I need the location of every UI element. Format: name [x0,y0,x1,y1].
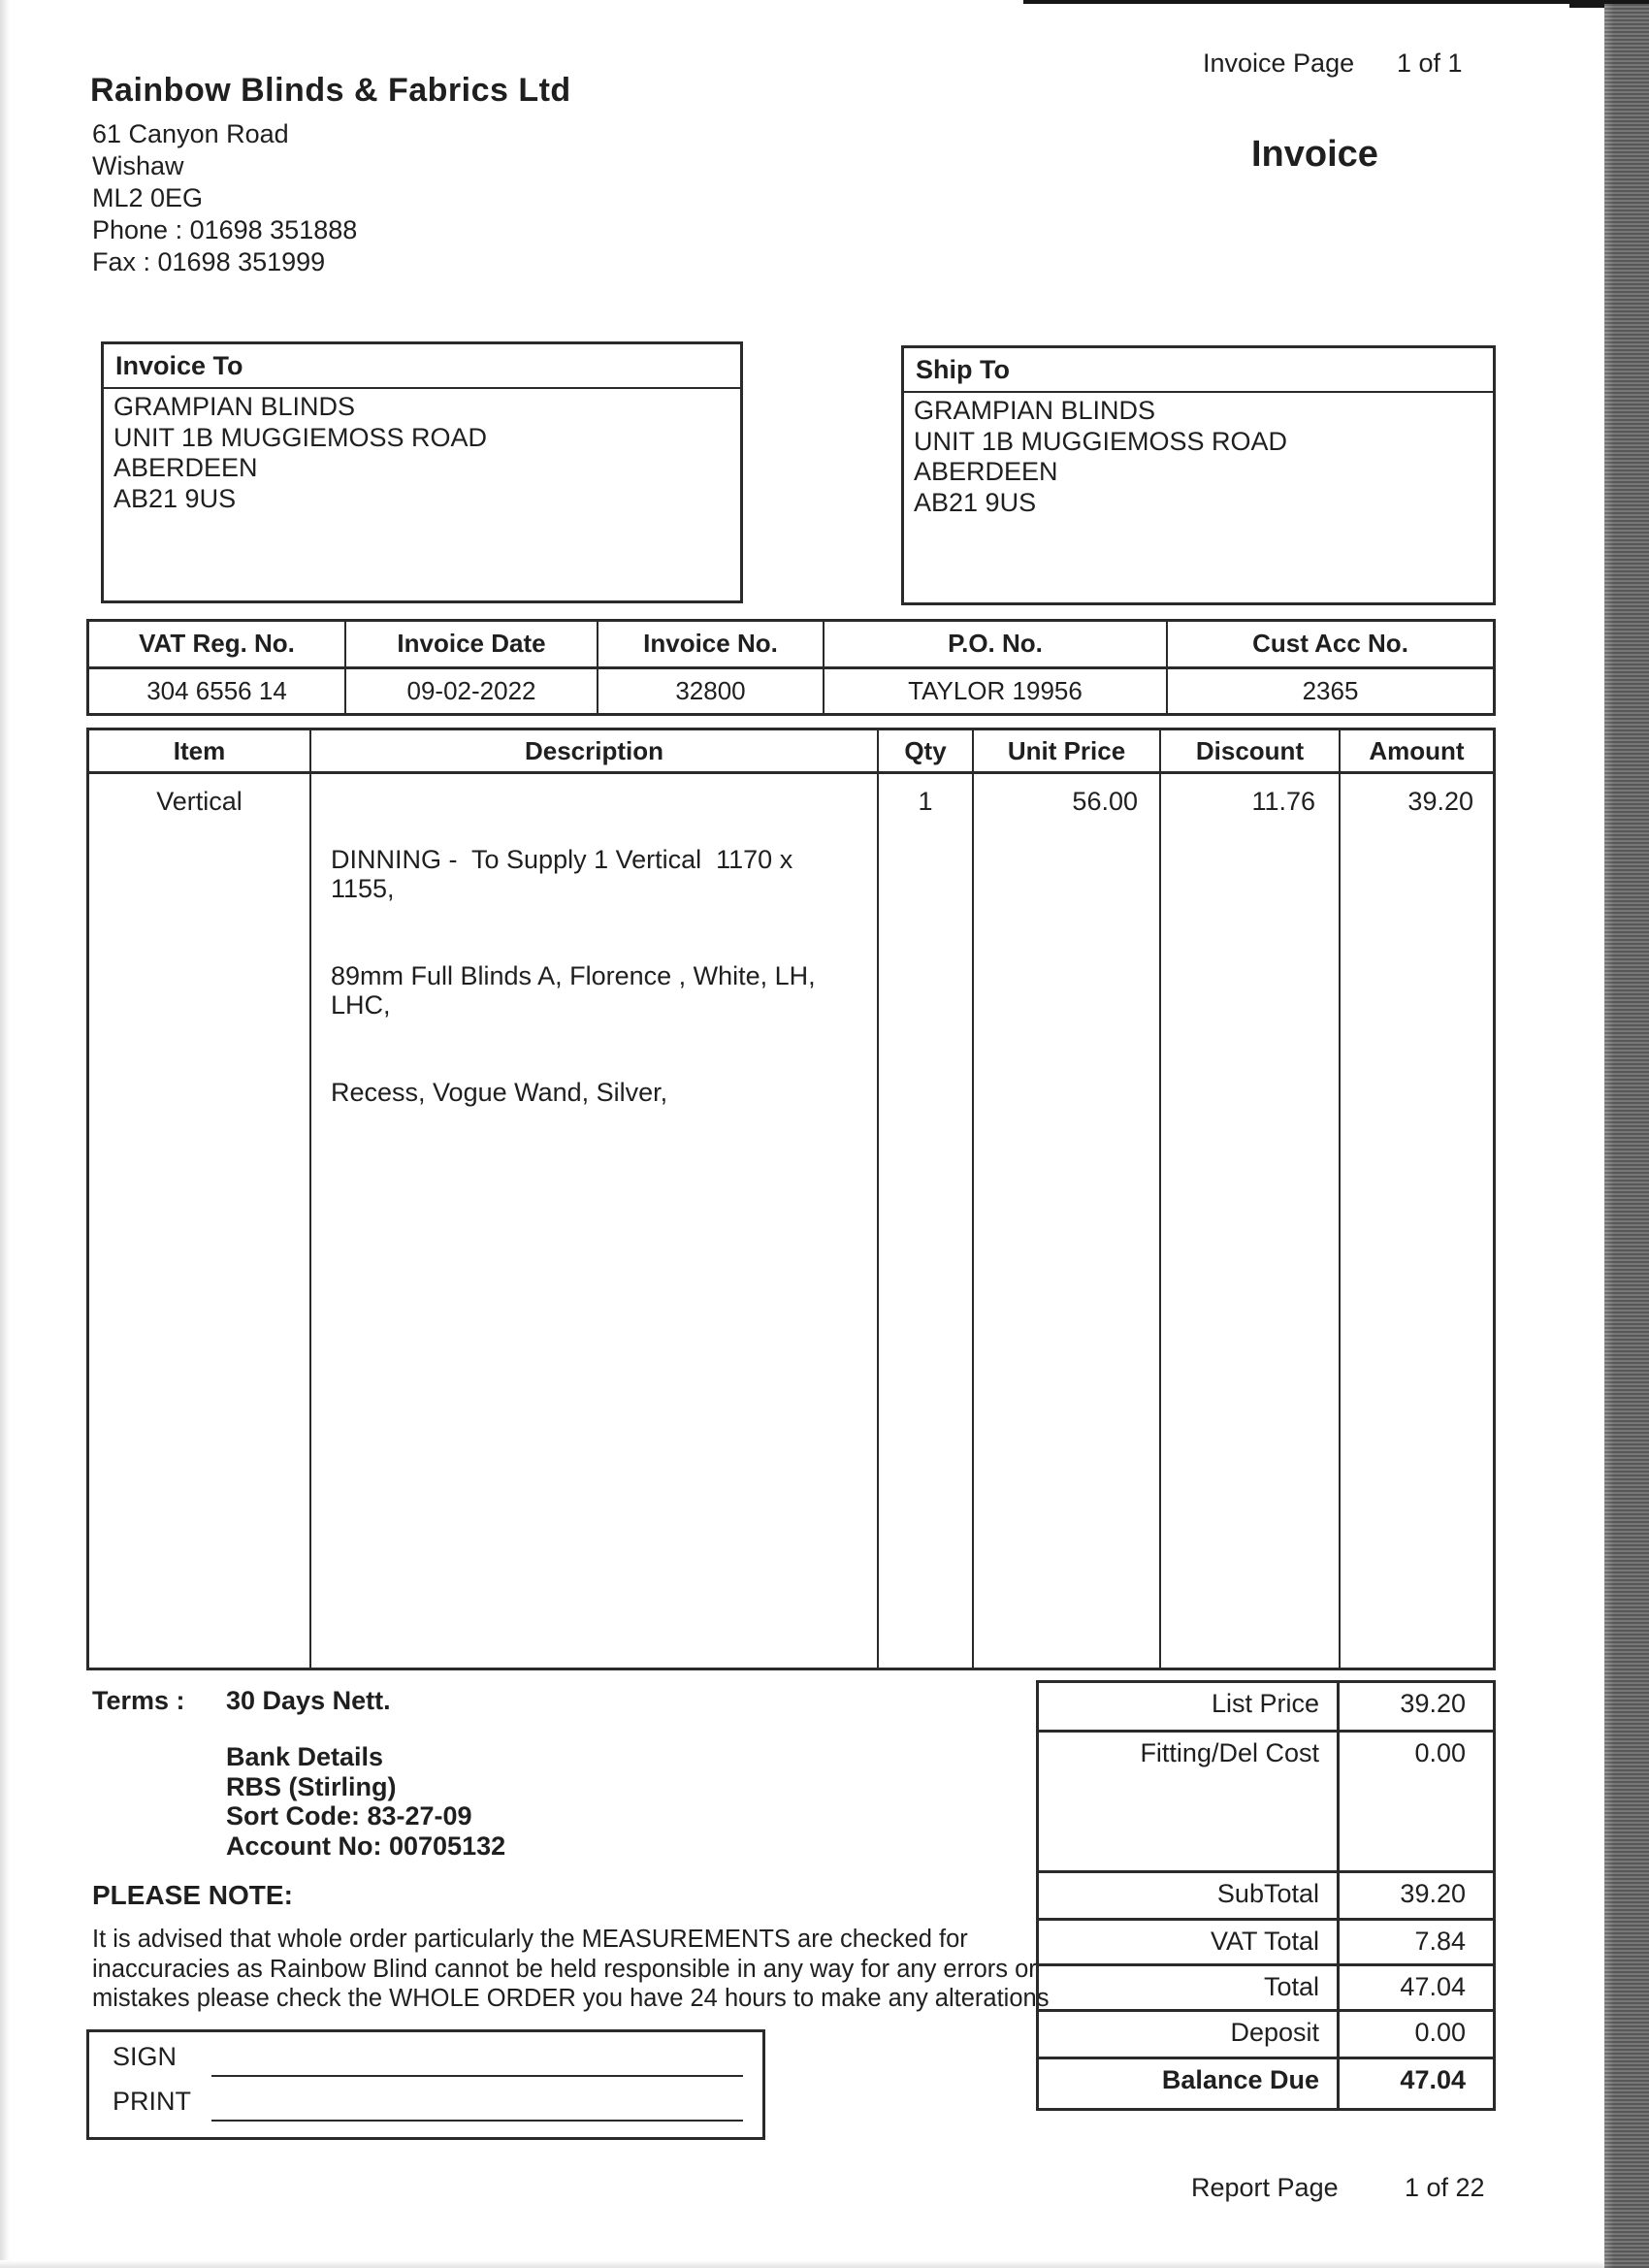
terms-label: Terms : [92,1686,185,1715]
line-item-unit-price: 56.00 [974,774,1161,1668]
line-item-qty: 1 [879,774,974,1668]
please-note-heading: PLEASE NOTE: [92,1880,293,1910]
description-line: 89mm Full Blinds A, Florence , White, LH, LHC, [331,961,824,1020]
total-row [1039,1963,1493,2009]
company-address [92,118,357,278]
company-phone: Phone : 01698 351888 [92,215,358,244]
please-note-text [92,1925,1049,2014]
subtotal-value: 39.20 [1400,1879,1466,1908]
invoice-to-line: UNIT 1B MUGGIEMOSS ROAD [113,422,488,452]
info-table-value-row [89,669,1493,714]
document-title: Invoice [1251,134,1378,175]
ship-to-line: AB21 9US [914,487,1037,517]
company-address-line: ML2 0EG [92,183,204,212]
fitting-del-cost-row [1039,1730,1493,1870]
bank-sort-code: Sort Code: 83-27-09 [226,1801,472,1831]
ship-to-address [904,393,1493,521]
scan-bottom-edge-shadow [0,2260,1649,2268]
ship-to-line: GRAMPIAN BLINDS [914,396,1156,425]
fitting-del-cost-value: 0.00 [1414,1738,1466,1767]
scan-left-edge-shadow [0,0,10,2268]
signature-box [86,2029,765,2140]
note-line: It is advised that whole order particularly the MEASUREMENTS are checked for [92,1926,968,1953]
ship-to-heading: Ship To [904,348,1493,393]
bank-details-heading: Bank Details [226,1742,384,1771]
line-item-row [89,774,1493,1668]
invoice-no-value: 32800 [598,669,824,714]
deposit-value: 0.00 [1414,2018,1466,2047]
subtotal-row [1039,1870,1493,1918]
print-line [211,2120,743,2122]
description-line: Recess, Vogue Wand, Silver, [331,1078,668,1107]
print-label: PRINT [113,2087,191,2116]
invoice-no-header: Invoice No. [598,622,824,666]
balance-due-value: 47.04 [1400,2065,1466,2094]
line-item-description [311,774,879,1668]
subtotal-label: SubTotal [1039,1873,1340,1918]
line-item-amount: 39.20 [1407,787,1473,816]
invoice-date-header: Invoice Date [346,622,598,666]
invoice-page-label: Invoice Page [1203,49,1355,78]
line-item-name: Vertical [89,774,311,1668]
invoice-to-line: ABERDEEN [113,453,258,482]
vat-total-row [1039,1918,1493,1963]
item-column-header: Item [89,730,311,771]
deposit-row [1039,2009,1493,2057]
bank-name: RBS (Stirling) [226,1771,397,1801]
unit-price-column-header: Unit Price [974,730,1161,771]
sign-label: SIGN [113,2042,178,2071]
line-items-table [86,728,1496,1670]
company-address-line: 61 Canyon Road [92,119,289,148]
sign-line [211,2075,743,2077]
discount-column-header: Discount [1161,730,1341,771]
invoice-info-table [86,619,1496,716]
totals-summary-table [1036,1680,1496,2111]
deposit-label: Deposit [1039,2012,1340,2057]
line-items-header-row [89,730,1493,774]
description-line: DINNING - To Supply 1 Vertical 1170 x 1155, [331,845,800,903]
vat-total-label: VAT Total [1039,1921,1340,1963]
ship-to-line: ABERDEEN [914,457,1058,486]
amount-column-header: Amount [1369,735,1465,765]
scan-right-gray-strip [1604,4,1649,2268]
company-address-line: Wishaw [92,151,184,180]
cust-acc-no-header: Cust Acc No. [1252,629,1408,659]
invoice-date-value: 09-02-2022 [346,669,598,714]
company-name: Rainbow Blinds & Fabrics Ltd [90,72,571,109]
report-page-value: 1 of 22 [1405,2173,1485,2202]
po-no-header: P.O. No. [824,622,1168,666]
vat-reg-no-header: VAT Reg. No. [89,622,346,666]
bank-details-block [226,1742,505,1861]
line-item-discount: 11.76 [1161,774,1341,1668]
qty-column-header: Qty [879,730,974,771]
balance-due-label: Balance Due [1039,2059,1340,2108]
total-value: 47.04 [1400,1972,1466,2001]
balance-due-row [1039,2057,1493,2108]
invoice-to-box [101,341,743,603]
fitting-del-cost-label: Fitting/Del Cost [1039,1733,1340,1870]
list-price-label: List Price [1039,1683,1340,1730]
invoice-to-line: AB21 9US [113,483,237,513]
report-page-label: Report Page [1191,2173,1339,2202]
ship-to-box [901,345,1496,605]
info-table-header-row [89,622,1493,669]
bank-account-no: Account No: 00705132 [226,1831,506,1861]
invoice-to-address [104,389,740,517]
scan-top-black-line [1023,0,1649,4]
note-line: mistakes please check the WHOLE ORDER you have 24 hours to make any alterations [92,1985,1050,2012]
company-fax: Fax : 01698 351999 [92,247,326,276]
ship-to-line: UNIT 1B MUGGIEMOSS ROAD [914,426,1288,456]
note-line: inaccuracies as Rainbow Blind cannot be held responsible in any way for any errors or [92,1955,1037,1983]
description-column-header: Description [311,730,879,771]
list-price-value: 39.20 [1400,1689,1466,1718]
list-price-row [1039,1683,1493,1730]
invoice-to-line: GRAMPIAN BLINDS [113,392,356,421]
invoice-to-heading: Invoice To [104,344,740,389]
vat-reg-no-value: 304 6556 14 [89,669,346,714]
invoice-page-value: 1 of 1 [1397,49,1463,78]
terms-value: 30 Days Nett. [226,1686,391,1715]
cust-acc-no-value: 2365 [1302,675,1359,705]
total-label: Total [1039,1966,1340,2009]
po-no-value: TAYLOR 19956 [824,669,1168,714]
vat-total-value: 7.84 [1414,1927,1466,1956]
